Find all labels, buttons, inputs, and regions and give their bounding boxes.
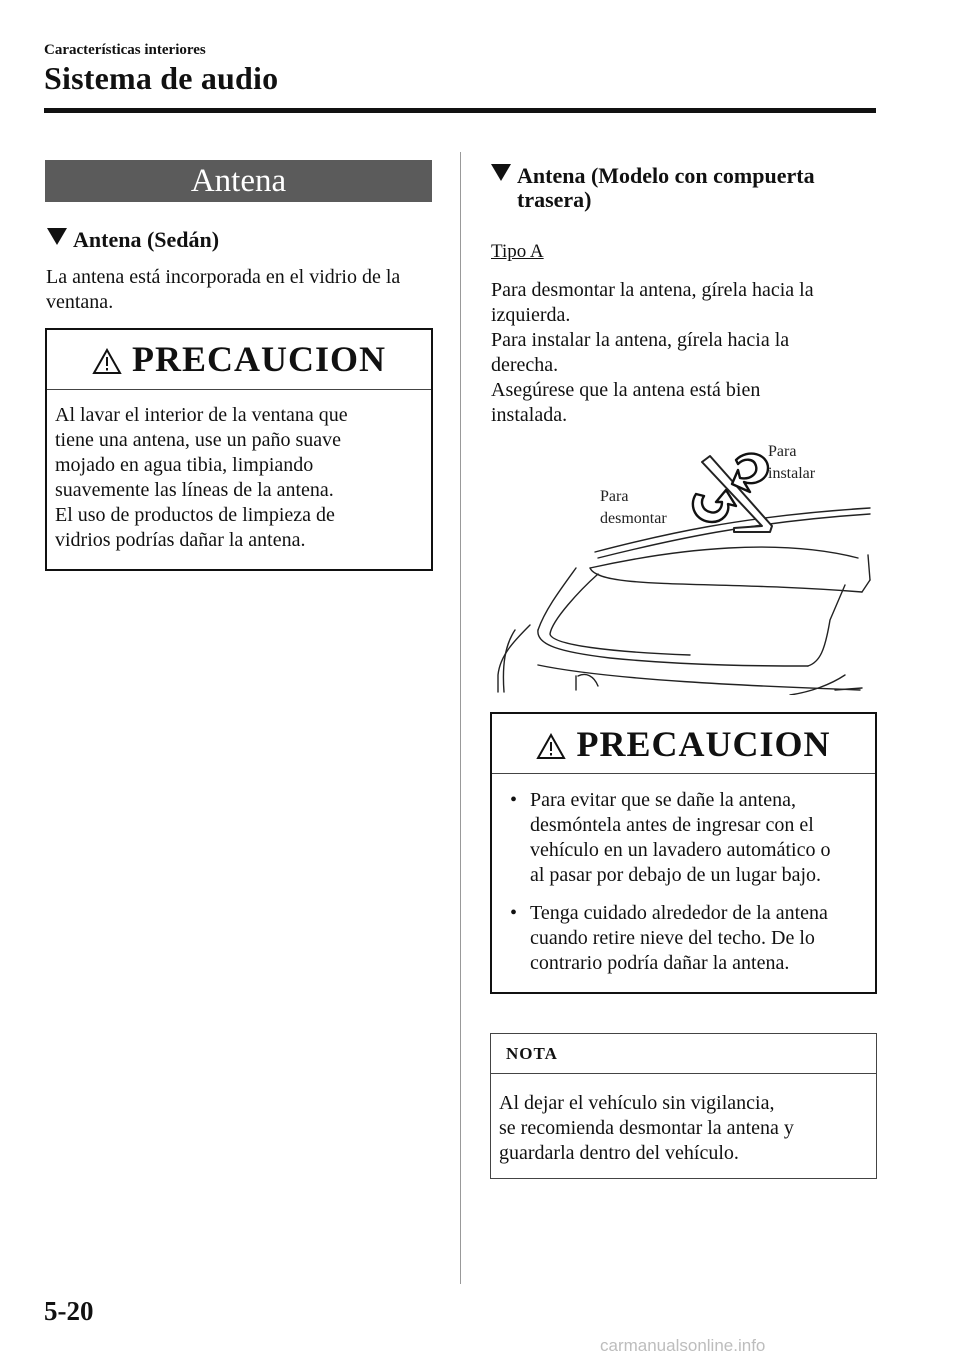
caution-line: Al lavar el interior de la ventana que [55, 404, 348, 426]
caution-body [492, 774, 875, 976]
warning-triangle-icon [536, 718, 566, 778]
page-number: 5-20 [44, 1296, 94, 1326]
caution-line: suavemente las líneas de la antena. [55, 479, 334, 501]
subhead-antena-compuerta: Antena (Modelo con compuerta trasera) [491, 164, 815, 212]
caution-body [47, 390, 431, 553]
note-heading: NOTA [491, 1034, 876, 1074]
page-title: Sistema de audio [44, 60, 279, 96]
watermark: carmanualsonline.info [600, 1336, 766, 1355]
caution-box-sedan [45, 328, 433, 571]
caution-line: vidrios podrías dañar la antena. [55, 529, 306, 551]
column-divider [460, 152, 461, 1284]
warning-triangle-icon [92, 334, 122, 392]
caution-bullet: • Para evitar que se dañe la antena, desmóntela antes de ingresar con el vehículo en un lavadero automático o al pasar por debajo de un lugar bajo. [510, 789, 831, 886]
figure-label-install: Para instalar [768, 443, 816, 482]
caution-line: tiene una antena, use un paño suave [55, 429, 342, 451]
note-body: Al dejar el vehículo sin vigilancia, se recomienda desmontar la antena y guardarla dentro del vehículo. [499, 1092, 794, 1164]
triangle-bullet-icon [47, 228, 67, 245]
type-label: Tipo A [491, 241, 544, 262]
caution-bullet: • Tenga cuidado alrededor de la antena cuando retire nieve del techo. De lo contrario podría dañar la antena. [510, 902, 828, 974]
caution-line: mojado en agua tibia, limpiando [55, 454, 314, 476]
tailgate-paragraph: Para desmontar la antena, gírela hacia la izquierda. Para instalar la antena, gírela hacia la derecha. Asegúrese que la antena está bien instalada. [491, 279, 814, 426]
sedan-paragraph: La antena está incorporada en el vidrio de la ventana. [46, 266, 401, 313]
caution-heading: PRECAUCION [47, 330, 431, 390]
header-rule [44, 108, 876, 113]
note-box [490, 1033, 877, 1179]
antenna-figure [490, 440, 880, 695]
triangle-bullet-icon [491, 164, 511, 181]
caution-heading: PRECAUCION [492, 714, 875, 774]
caution-box-tailgate [490, 712, 877, 994]
subhead-antena-sedan: Antena (Sedán) [47, 228, 219, 252]
caution-line: El uso de productos de limpieza de [55, 504, 335, 526]
section-banner-antena: Antena [45, 160, 432, 202]
figure-label-remove: Para desmontar [600, 488, 667, 527]
chapter-label: Características interiores [44, 42, 206, 58]
